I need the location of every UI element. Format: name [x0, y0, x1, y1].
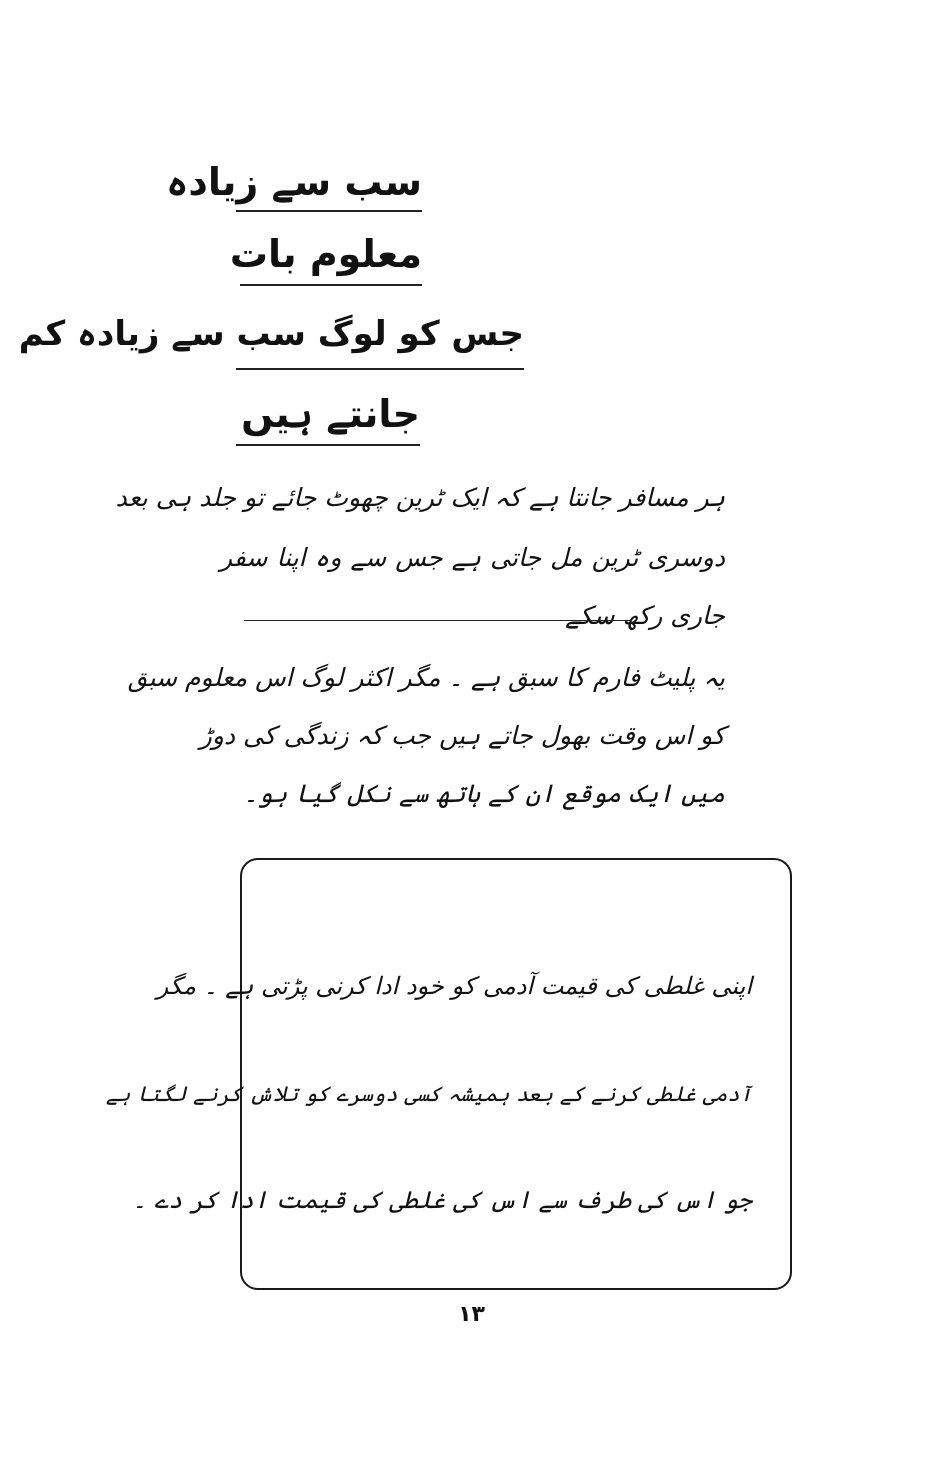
title-line-3: جس کو لوگ سب سے زیادہ کم [18, 314, 524, 354]
paragraph2-line-2: کو اس وقت بھول جاتے ہیں جب کہ زندگی کی دوڑ [199, 721, 725, 750]
title-line-4: جانتے ہیں [241, 392, 420, 436]
title-underline-3 [236, 368, 524, 370]
title-underline-1 [236, 210, 422, 212]
paragraph1-line-1: ہر مسافر جانتا ہے کہ ایک ٹرین چھوٹ جائے تو جلد ہی بعد [115, 483, 725, 512]
title-line-1: سب سے زیادہ [166, 160, 422, 204]
paragraph1-line-2: دوسری ٹرین مل جاتی ہے جس سے وہ اپنا سفر [220, 543, 725, 572]
paragraph2-line-1: یہ پلیٹ فارم کا سبق ہے ۔ مگر اکثر لوگ اس معلوم سبق [127, 663, 725, 692]
paragraph2-line-3: میں ایک موقع ان کے ہاتھ سے نکل گیا ہو۔ [243, 779, 725, 808]
title-line-2: معلوم بات [229, 232, 422, 276]
quote-box [105, 858, 792, 1290]
quote-line-2: آدمی غلطی کرنے کے بعد ہمیشہ کسی دوسرے کو تلاش کرنے لگتا ہے [105, 1082, 752, 1106]
quote-line-1: اپنی غلطی کی قیمت آدمی کو خود ادا کرنی پڑتی ہے ۔ مگر [156, 972, 752, 1000]
quote-line-3: جو اس کی طرف سے اس کی غلطی کی قیمت ادا کر دے ۔ [132, 1186, 752, 1214]
title-underline-2 [240, 284, 422, 286]
title-underline-4 [236, 444, 420, 446]
page-number: ۱۳ [458, 1302, 485, 1327]
paragraph1-blank-rule [244, 620, 632, 621]
paragraph1-line-3: جاری رکھ سکے [565, 601, 725, 630]
